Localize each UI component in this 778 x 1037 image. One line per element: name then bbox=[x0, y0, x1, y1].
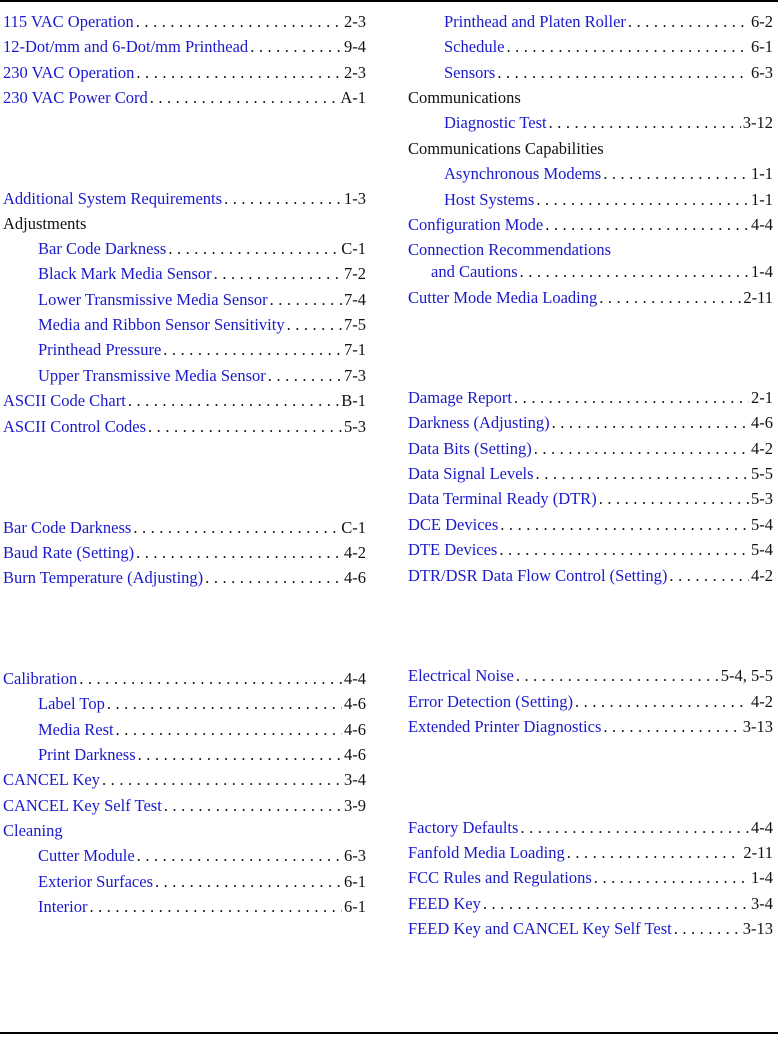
index-entry-link[interactable]: Schedule bbox=[444, 37, 505, 56]
dot-leader bbox=[136, 62, 342, 84]
index-entry[interactable] bbox=[3, 365, 366, 387]
page-number: 6-3 bbox=[751, 63, 773, 82]
index-entry[interactable] bbox=[3, 517, 366, 539]
index-entry-link[interactable]: Fanfold Media Loading bbox=[408, 843, 565, 862]
page-number: 2-11 bbox=[743, 843, 773, 862]
dot-leader bbox=[534, 438, 749, 460]
index-entry[interactable] bbox=[3, 11, 366, 33]
index-entry[interactable] bbox=[408, 867, 773, 889]
page-number: 3-13 bbox=[742, 919, 773, 938]
index-entry-link[interactable]: Darkness (Adjusting) bbox=[408, 413, 550, 432]
dot-leader bbox=[514, 387, 749, 409]
index-entry[interactable] bbox=[3, 62, 366, 84]
index-entry-link[interactable]: Damage Report bbox=[408, 388, 513, 407]
index-entry-link[interactable]: Factory Defaults bbox=[408, 818, 519, 837]
page-number: 1-4 bbox=[751, 868, 773, 887]
index-entry-link[interactable]: Connection Recommendations bbox=[408, 240, 612, 259]
index-entry[interactable] bbox=[3, 795, 366, 817]
dot-leader bbox=[214, 263, 342, 285]
dot-leader bbox=[116, 719, 342, 741]
page-number: 4-6 bbox=[344, 720, 366, 739]
dot-leader bbox=[148, 416, 342, 438]
index-entry-link[interactable]: CANCEL Key bbox=[3, 770, 101, 789]
page-number: 5-3 bbox=[344, 417, 366, 436]
index-entry-link[interactable]: 230 VAC Power Cord bbox=[3, 88, 148, 107]
index-entry-link[interactable]: Media and Ribbon Sensor Sensitivity bbox=[38, 315, 285, 334]
index-entry-link[interactable]: FCC Rules and Regulations bbox=[408, 868, 592, 887]
page-number: 4-4 bbox=[751, 215, 773, 234]
dot-leader bbox=[603, 716, 740, 738]
page-number: 1-1 bbox=[751, 164, 773, 183]
index-entry[interactable] bbox=[408, 239, 773, 261]
index-entry[interactable] bbox=[408, 488, 773, 510]
index-entry[interactable] bbox=[408, 62, 773, 84]
index-entry-link[interactable]: FEED Key bbox=[408, 894, 481, 913]
page-number: 4-2 bbox=[344, 543, 366, 562]
page-number: 3-4 bbox=[751, 894, 773, 913]
index-entry-link[interactable]: Host Systems bbox=[444, 190, 535, 209]
page-number: 2-3 bbox=[344, 12, 366, 31]
page-number: 4-4 bbox=[751, 818, 773, 837]
dot-leader bbox=[500, 514, 749, 536]
page-number: 6-1 bbox=[751, 37, 773, 56]
dot-leader bbox=[628, 11, 749, 33]
dot-leader bbox=[133, 517, 339, 539]
index-entry[interactable] bbox=[3, 36, 366, 58]
index-entry-link[interactable]: Interior bbox=[38, 897, 88, 916]
dot-leader bbox=[224, 188, 342, 210]
page-number: 1-1 bbox=[751, 190, 773, 209]
dot-leader bbox=[155, 871, 342, 893]
index-entry-link[interactable]: Calibration bbox=[3, 669, 78, 688]
index-entry-link[interactable]: FEED Key and CANCEL Key Self Test bbox=[408, 919, 672, 938]
dot-leader bbox=[163, 339, 342, 361]
index-entry-link[interactable]: Cutter Module bbox=[38, 846, 135, 865]
index-entry bbox=[408, 138, 773, 160]
dot-leader bbox=[599, 488, 749, 510]
index-heading: Communications Capabilities bbox=[408, 139, 604, 158]
index-entry[interactable] bbox=[3, 416, 366, 438]
index-entry-link[interactable]: 115 VAC Operation bbox=[3, 12, 134, 31]
dot-leader bbox=[497, 62, 749, 84]
index-entry-link[interactable]: Cleaning bbox=[3, 821, 63, 840]
page-number: 3-12 bbox=[742, 113, 773, 132]
index-entry-link[interactable]: ASCII Control Codes bbox=[3, 417, 147, 436]
index-entry-link[interactable]: Sensors bbox=[444, 63, 496, 82]
page-number: 1-4 bbox=[751, 262, 773, 281]
index-entry-link[interactable]: 12-Dot/mm and 6-Dot/mm Printhead bbox=[3, 37, 249, 56]
index-entry[interactable] bbox=[408, 387, 773, 409]
index-entry[interactable] bbox=[3, 390, 366, 412]
dot-leader bbox=[150, 87, 339, 109]
index-entry[interactable] bbox=[3, 871, 366, 893]
index-entry[interactable] bbox=[408, 214, 773, 236]
index-entry[interactable] bbox=[3, 668, 366, 690]
page-number: 9-4 bbox=[344, 37, 366, 56]
page-number: 5-4 bbox=[751, 515, 773, 534]
index-entry[interactable] bbox=[3, 87, 366, 109]
page-number: 7-4 bbox=[344, 290, 366, 309]
index-entry-link[interactable]: Error Detection (Setting) bbox=[408, 692, 573, 711]
page-number: 4-6 bbox=[344, 745, 366, 764]
index-entry[interactable] bbox=[408, 438, 773, 460]
dot-leader bbox=[268, 365, 342, 387]
index-entry bbox=[3, 213, 366, 235]
index-entry-link[interactable]: Black Mark Media Sensor bbox=[38, 264, 212, 283]
index-entry-link[interactable]: Media Rest bbox=[38, 720, 114, 739]
index-entry[interactable] bbox=[3, 289, 366, 311]
index-entry-link[interactable]: Cutter Mode Media Loading bbox=[408, 288, 598, 307]
dot-leader bbox=[567, 842, 742, 864]
dot-leader bbox=[603, 163, 749, 185]
index-entry-link[interactable]: Data Signal Levels bbox=[408, 464, 534, 483]
index-entry[interactable] bbox=[408, 842, 773, 864]
dot-leader bbox=[549, 112, 741, 134]
dot-leader bbox=[594, 867, 749, 889]
index-entry-link[interactable]: Data Bits (Setting) bbox=[408, 439, 532, 458]
index-entry[interactable] bbox=[3, 263, 366, 285]
page-number: 6-3 bbox=[344, 846, 366, 865]
dot-leader bbox=[536, 189, 749, 211]
dot-leader bbox=[287, 314, 342, 336]
index-entry[interactable] bbox=[408, 893, 773, 915]
index-entry[interactable] bbox=[3, 719, 366, 741]
dot-leader bbox=[136, 542, 342, 564]
page-number: 2-1 bbox=[751, 388, 773, 407]
index-entry[interactable] bbox=[408, 817, 773, 839]
index-entry-link[interactable]: Diagnostic Test bbox=[444, 113, 547, 132]
dot-leader bbox=[138, 744, 342, 766]
index-entry[interactable] bbox=[3, 567, 366, 589]
index-entry[interactable] bbox=[408, 36, 773, 58]
dot-leader bbox=[669, 565, 749, 587]
dot-leader bbox=[107, 693, 342, 715]
page-number: C-1 bbox=[341, 239, 366, 258]
index-entry-link[interactable]: Baud Rate (Setting) bbox=[3, 543, 135, 562]
page-number: 4-6 bbox=[751, 413, 773, 432]
index-entry[interactable] bbox=[3, 744, 366, 766]
index-entry[interactable] bbox=[408, 539, 773, 561]
index-entry-link[interactable]: DTR/DSR Data Flow Control (Setting) bbox=[408, 566, 668, 585]
index-entry[interactable] bbox=[408, 716, 773, 738]
dot-leader bbox=[520, 817, 749, 839]
index-entry[interactable] bbox=[408, 189, 773, 211]
page-number: 2-3 bbox=[344, 63, 366, 82]
index-entry[interactable] bbox=[408, 112, 773, 134]
dot-leader bbox=[520, 261, 749, 283]
page-number: A-1 bbox=[340, 88, 366, 107]
page-number: 2-11 bbox=[743, 288, 773, 307]
index-entry[interactable] bbox=[408, 11, 773, 33]
dot-leader bbox=[599, 287, 741, 309]
index-entry-link[interactable]: Lower Transmissive Media Sensor bbox=[38, 290, 268, 309]
dot-leader bbox=[516, 665, 719, 687]
page-number: 5-4 bbox=[751, 540, 773, 559]
index-entry-link[interactable]: Bar Code Darkness bbox=[38, 239, 167, 258]
dot-leader bbox=[536, 463, 749, 485]
dot-leader bbox=[89, 896, 342, 918]
page-number: 3-13 bbox=[742, 717, 773, 736]
index-entry[interactable] bbox=[3, 542, 366, 564]
page-number: 7-3 bbox=[344, 366, 366, 385]
dot-leader bbox=[136, 11, 342, 33]
page-number: 1-3 bbox=[344, 189, 366, 208]
index-entry-link[interactable]: Electrical Noise bbox=[408, 666, 514, 685]
page-number: 6-2 bbox=[751, 12, 773, 31]
index-entry[interactable] bbox=[3, 769, 366, 791]
page-number: 4-6 bbox=[344, 694, 366, 713]
dot-leader bbox=[137, 845, 342, 867]
index-entry[interactable] bbox=[3, 238, 366, 260]
dot-leader bbox=[250, 36, 342, 58]
index-entry-link[interactable]: DTE Devices bbox=[408, 540, 498, 559]
index-entry-link[interactable]: DCE Devices bbox=[408, 515, 499, 534]
dot-leader bbox=[164, 795, 342, 817]
index-entry[interactable] bbox=[408, 691, 773, 713]
dot-leader bbox=[102, 769, 342, 791]
page-number: 4-2 bbox=[751, 566, 773, 585]
index-entry-link[interactable]: Exterior Surfaces bbox=[38, 872, 153, 891]
index-entry[interactable] bbox=[408, 412, 773, 434]
dot-leader bbox=[506, 36, 749, 58]
index-entry-link[interactable]: Extended Printer Diagnostics bbox=[408, 717, 602, 736]
index-entry[interactable] bbox=[3, 845, 366, 867]
page-number: B-1 bbox=[341, 391, 366, 410]
index-entry-link[interactable]: Additional System Requirements bbox=[3, 189, 223, 208]
page-number: 4-2 bbox=[751, 439, 773, 458]
page-number: 4-4 bbox=[344, 669, 366, 688]
index-entry[interactable] bbox=[408, 261, 773, 283]
index-entry-link[interactable]: Burn Temperature (Adjusting) bbox=[3, 568, 204, 587]
dot-leader bbox=[552, 412, 749, 434]
index-entry[interactable] bbox=[408, 565, 773, 587]
dot-leader bbox=[545, 214, 749, 236]
page-number: 6-1 bbox=[344, 872, 366, 891]
page-number: 3-9 bbox=[344, 796, 366, 815]
index-entry-link[interactable]: Printhead Pressure bbox=[38, 340, 162, 359]
dot-leader bbox=[128, 390, 339, 412]
page-number: 4-2 bbox=[751, 692, 773, 711]
index-entry[interactable] bbox=[3, 896, 366, 918]
index-entry-link[interactable]: Bar Code Darkness bbox=[3, 518, 132, 537]
bottom-rule bbox=[0, 1032, 778, 1034]
index-entry-link[interactable]: 230 VAC Operation bbox=[3, 63, 135, 82]
dot-leader bbox=[168, 238, 339, 260]
index-entry[interactable] bbox=[408, 463, 773, 485]
page-number: 6-1 bbox=[344, 897, 366, 916]
index-entry-link[interactable]: Print Darkness bbox=[38, 745, 136, 764]
dot-leader bbox=[205, 567, 342, 589]
page-number: 5-3 bbox=[751, 489, 773, 508]
index-entry-link[interactable]: Configuration Mode bbox=[408, 215, 544, 234]
index-entry[interactable] bbox=[408, 287, 773, 309]
page-number: 4-6 bbox=[344, 568, 366, 587]
index-entry-link[interactable]: Asynchronous Modems bbox=[444, 164, 602, 183]
page-number: 7-1 bbox=[344, 340, 366, 359]
index-entry[interactable] bbox=[408, 163, 773, 185]
index-entry[interactable] bbox=[408, 918, 773, 940]
index-entry[interactable] bbox=[3, 339, 366, 361]
index-entry-link[interactable]: Upper Transmissive Media Sensor bbox=[38, 366, 266, 385]
index-entry[interactable] bbox=[3, 314, 366, 336]
page-number: 7-2 bbox=[344, 264, 366, 283]
top-rule bbox=[0, 0, 778, 2]
index-entry-link[interactable]: CANCEL Key Self Test bbox=[3, 796, 162, 815]
dot-leader bbox=[483, 893, 749, 915]
index-entry-link[interactable]: Printhead and Platen Roller bbox=[444, 12, 626, 31]
page-number: 5-4, 5-5 bbox=[720, 666, 773, 685]
index-entry bbox=[408, 87, 773, 109]
dot-leader bbox=[270, 289, 342, 311]
dot-leader bbox=[499, 539, 749, 561]
index-entry-link[interactable]: Label Top bbox=[38, 694, 105, 713]
index-entry[interactable] bbox=[3, 820, 366, 842]
index-entry[interactable] bbox=[3, 188, 366, 210]
page-number: 7-5 bbox=[344, 315, 366, 334]
index-entry[interactable] bbox=[3, 693, 366, 715]
dot-leader bbox=[674, 918, 741, 940]
index-heading: Adjustments bbox=[3, 214, 87, 233]
dot-leader bbox=[79, 668, 342, 690]
page-number: 3-4 bbox=[344, 770, 366, 789]
dot-leader bbox=[575, 691, 749, 713]
page-number: C-1 bbox=[341, 518, 366, 537]
index-entry-link[interactable]: and Cautions bbox=[431, 262, 518, 281]
index-heading: Communications bbox=[408, 88, 521, 107]
page-number: 5-5 bbox=[751, 464, 773, 483]
index-entry[interactable] bbox=[408, 665, 773, 687]
index-entry-link[interactable]: ASCII Code Chart bbox=[3, 391, 126, 410]
index-entry[interactable] bbox=[408, 514, 773, 536]
index-entry-link[interactable]: Data Terminal Ready (DTR) bbox=[408, 489, 597, 508]
